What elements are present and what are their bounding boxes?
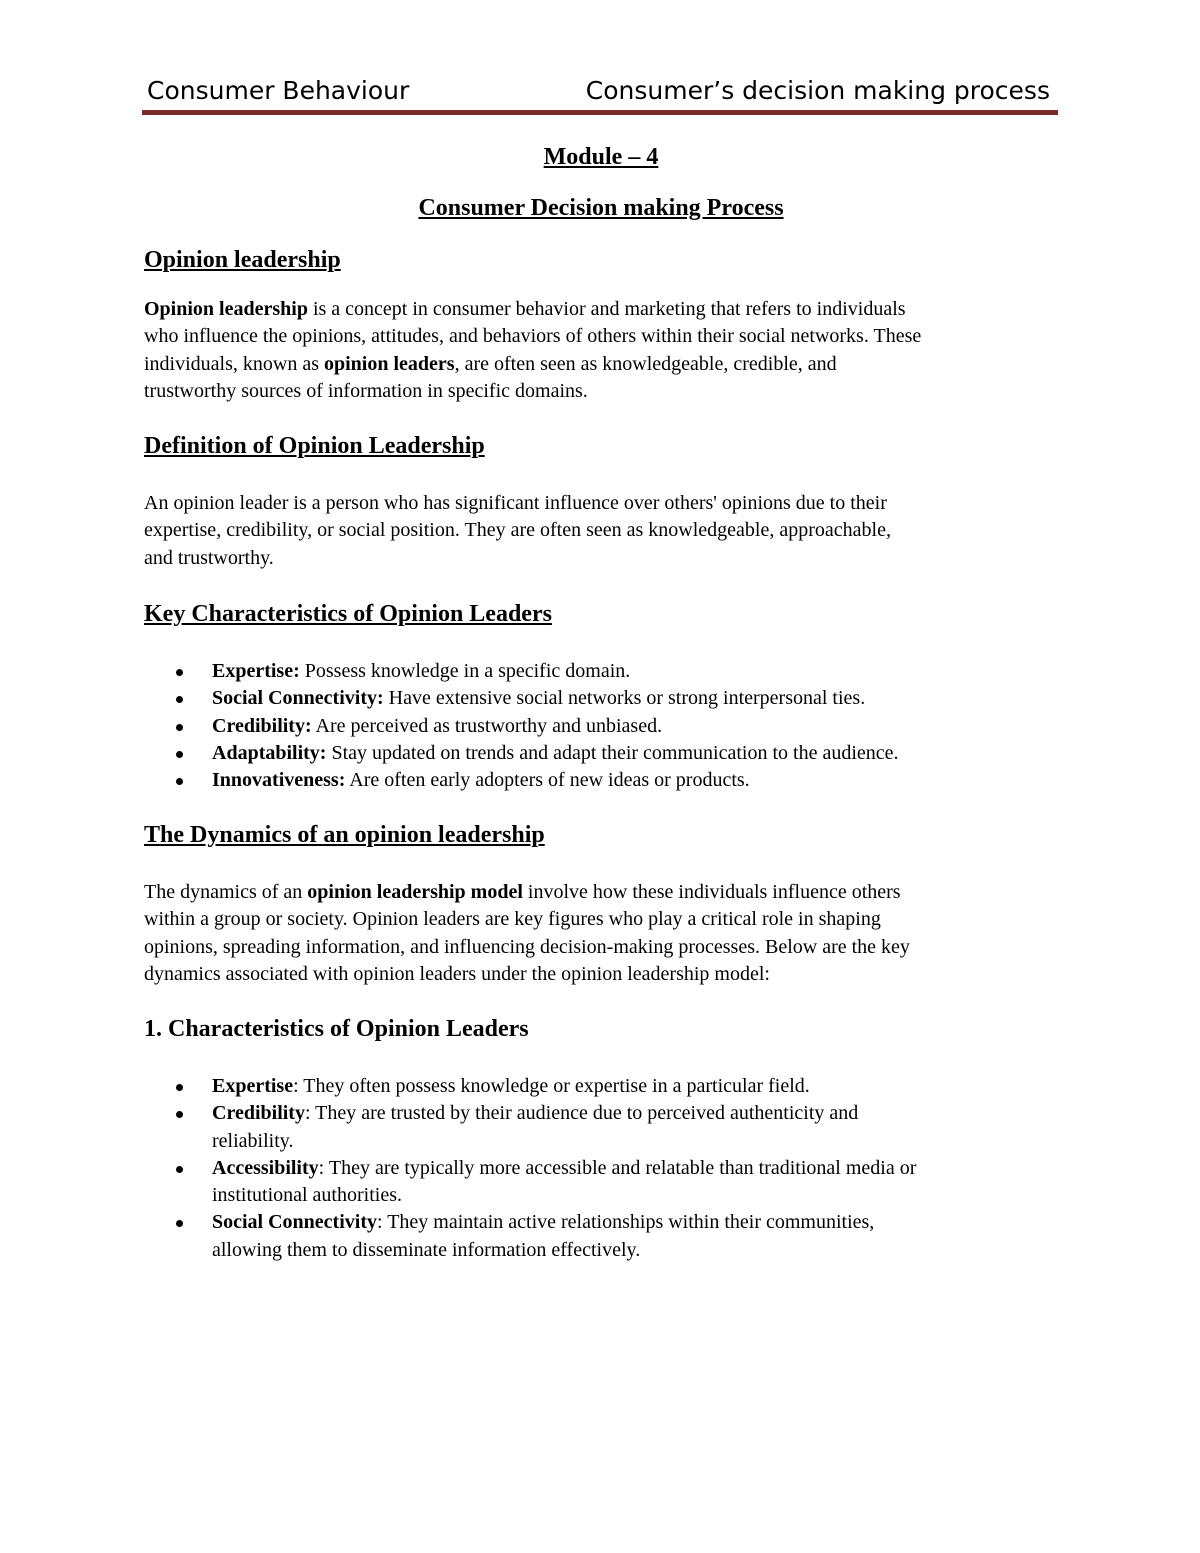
list-item: [144, 1209, 1064, 1264]
paragraph-line: [144, 879, 1064, 906]
list-item-continuation: reliability.: [212, 1129, 294, 1152]
dynamics-heading: The Dynamics of an opinion leadership: [144, 822, 545, 848]
header-right-title: Consumer’s decision making process: [585, 76, 1050, 105]
paragraph-line: and trustworthy.: [144, 546, 274, 569]
list-item-line: [212, 1209, 1064, 1236]
paragraph-line: An opinion leader is a person who has significant influence over others' opinions due to their: [144, 492, 887, 514]
item-text: Possess knowledge in a specific domain.: [299, 660, 631, 682]
item-text: : They often possess knowledge or expertise in a particular field.: [293, 1075, 810, 1097]
list-item: [144, 1155, 1064, 1210]
bullet-icon: [176, 1166, 183, 1173]
characteristics-heading: 1. Characteristics of Opinion Leaders: [144, 1016, 529, 1042]
list-item: [144, 1073, 1064, 1100]
paragraph-line: opinions, spreading information, and influencing decision-making processes. Below are the key: [144, 935, 910, 958]
running-header: [144, 72, 1058, 112]
item-text: Are perceived as trustworthy and unbiased.: [311, 714, 663, 737]
dynamics-paragraph: [144, 879, 1064, 988]
opinion-leadership-paragraph: [144, 296, 1064, 405]
bold-term: opinion leadership model: [307, 881, 523, 903]
paragraph-line: dynamics associated with opinion leaders under the opinion leadership model:: [144, 962, 770, 985]
item-term: Credibility:: [212, 714, 312, 737]
bold-term: opinion leaders: [324, 352, 455, 375]
item-text: Stay updated on trends and adapt their communication to the audience.: [326, 741, 899, 764]
item-text: : They maintain active relationships within their communities,: [377, 1211, 875, 1234]
list-item: [144, 767, 1064, 794]
list-item: [144, 685, 1064, 712]
list-item-line: [212, 658, 1064, 685]
item-term: Innovativeness:: [212, 769, 346, 792]
header-rule: [142, 110, 1058, 115]
list-item: [144, 740, 1064, 767]
item-term: Social Connectivity:: [212, 687, 384, 710]
item-term: Adaptability:: [212, 741, 327, 764]
item-term: Expertise: [212, 1075, 294, 1097]
paragraph-line: trustworthy sources of information in specific domains.: [144, 379, 588, 402]
list-item: [144, 1100, 1064, 1155]
bullet-icon: [176, 724, 183, 731]
list-item-line: [212, 1073, 1064, 1100]
key-characteristics-list: [144, 658, 1064, 794]
item-text: Have extensive social networks or strong interpersonal ties.: [383, 687, 866, 710]
module-title: Module – 4: [543, 144, 659, 170]
bullet-icon: [176, 696, 183, 703]
definition-heading: Definition of Opinion Leadership: [144, 433, 485, 459]
characteristics-list: [144, 1073, 1064, 1264]
list-item-continuation: allowing them to disseminate information effectively.: [212, 1238, 641, 1261]
bullet-icon: [176, 778, 183, 785]
text-run: is a concept in consumer behavior and marketing that refers to individuals: [307, 298, 906, 320]
list-item-line: [212, 1155, 1064, 1182]
item-text: : They are trusted by their audience due to perceived authenticity and: [304, 1102, 859, 1125]
item-text: Are often early adopters of new ideas or products.: [345, 769, 750, 792]
paragraph-line: who influence the opinions, attitudes, and behaviors of others within their social networks. These: [144, 325, 922, 348]
list-item-line: [212, 685, 1064, 712]
item-term: Expertise:: [212, 660, 300, 682]
bullet-icon: [176, 1084, 183, 1091]
paragraph-line: within a group or society. Opinion leaders are key figures who play a critical role in shaping: [144, 908, 881, 931]
item-term: Accessibility: [212, 1156, 319, 1179]
list-item-line: [212, 767, 1064, 794]
list-item: [144, 713, 1064, 740]
bullet-icon: [176, 751, 183, 758]
item-text: : They are typically more accessible and relatable than traditional media or: [318, 1156, 917, 1179]
item-term: Social Connectivity: [212, 1211, 377, 1234]
bullet-icon: [176, 669, 183, 676]
paragraph-line: [144, 351, 1064, 378]
text-run: The dynamics of an: [144, 881, 308, 903]
paragraph-line: [144, 296, 1064, 323]
list-item-line: [212, 740, 1064, 767]
paragraph-line: expertise, credibility, or social position. They are often seen as knowledgeable, approachable,: [144, 519, 891, 542]
list-item-continuation: institutional authorities.: [212, 1184, 402, 1207]
bullet-icon: [176, 1111, 183, 1118]
text-run: involve how these individuals influence others: [522, 881, 901, 903]
list-item-line: [212, 1100, 1064, 1127]
document-title: Consumer Decision making Process: [418, 195, 784, 221]
item-term: Credibility: [212, 1102, 305, 1125]
bullet-icon: [176, 1220, 183, 1227]
definition-paragraph: [144, 490, 1064, 572]
opinion-leadership-heading: Opinion leadership: [144, 247, 341, 273]
key-characteristics-heading: Key Characteristics of Opinion Leaders: [144, 601, 552, 627]
text-run: , are often seen as knowledgeable, credible, and: [454, 352, 837, 375]
list-item: [144, 658, 1064, 685]
header-left-title: Consumer Behaviour: [147, 76, 410, 105]
list-item-line: [212, 713, 1064, 740]
text-run: individuals, known as: [144, 352, 324, 375]
bold-term: Opinion leadership: [144, 298, 308, 320]
